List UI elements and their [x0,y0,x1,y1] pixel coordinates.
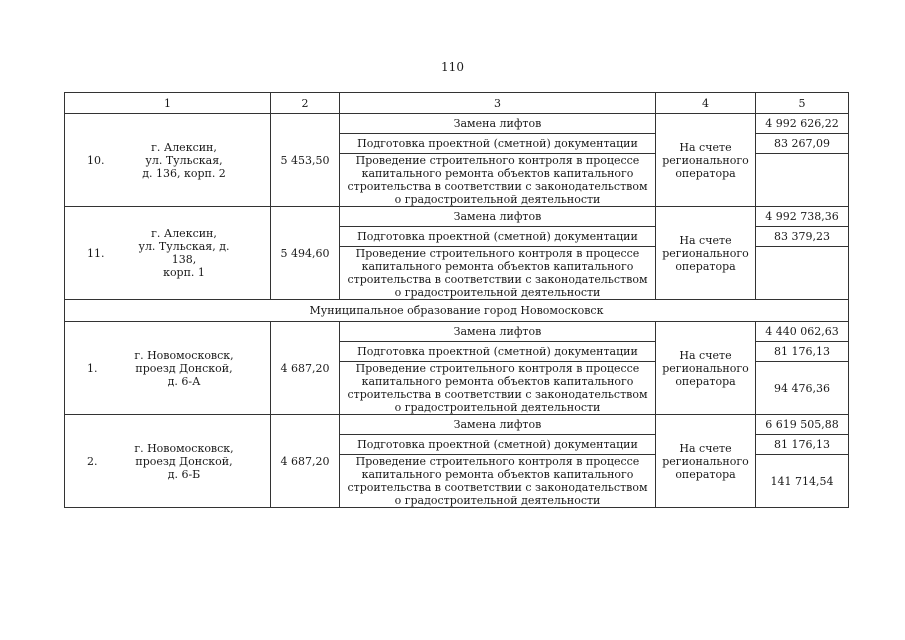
account-line: регионального [662,153,749,167]
work-cell: Подготовка проектной (сметной) документации [340,227,656,247]
amount-cell: 81 176,13 [756,435,849,455]
header-col-5: 5 [756,93,849,114]
address-line: ул. Тульская, д. 138, [138,240,230,266]
address-line: г. Алексин, [151,227,217,240]
address-line: проезд Донской, [135,361,233,375]
address-line: г. Новомосковск, [134,348,234,362]
amount-cell: 81 176,13 [756,342,849,362]
table-row [65,207,849,227]
section-row [65,300,849,322]
address-cell [65,322,271,415]
account-line: На счете [679,441,732,455]
work-cell: Замена лифтов [340,207,656,227]
work-cell: Подготовка проектной (сметной) документации [340,342,656,362]
address-line: проезд Донской, [135,454,233,468]
account-line: оператора [675,166,736,180]
capital-repair-table [64,92,849,508]
work-cell: Проведение строительного контроля в процессе капитального ремонта объектов капитального строительства в соответствии с законодательством о градостроительной деятельности [340,455,656,508]
account-line: оператора [675,374,736,388]
table-row [65,415,849,435]
page-number: 110 [441,60,464,74]
address-line: д. 6-Б [167,467,201,481]
amount-cell: 4 992 626,22 [756,114,849,134]
work-cell: Проведение строительного контроля в процессе капитального ремонта объектов капитального строительства в соответствии с законодательством о градостроительной деятельности [340,362,656,415]
account-cell [656,114,756,207]
header-col-4: 4 [656,93,756,114]
header-col-3: 3 [340,93,656,114]
account-line: На счете [679,233,732,247]
item-number: 2. [87,454,98,468]
item-number: 1. [87,361,98,375]
table-row [65,114,849,134]
header-row [65,93,849,114]
amount-cell: 94 476,36 [756,362,849,415]
account-cell [656,207,756,300]
area-cell: 5 453,50 [271,114,340,207]
account-line: регионального [662,454,749,468]
address-line: д. 136, корп. 2 [142,166,226,180]
account-cell [656,415,756,508]
address-line: ул. Тульская, [145,153,223,167]
account-line: На счете [679,140,732,154]
work-cell: Замена лифтов [340,415,656,435]
table-row [65,322,849,342]
address-cell [65,114,271,207]
header-col-2: 2 [271,93,340,114]
area-cell: 4 687,20 [271,415,340,508]
work-cell: Подготовка проектной (сметной) документации [340,134,656,154]
work-cell: Проведение строительного контроля в процессе капитального ремонта объектов капитального строительства в соответствии с законодательством о градостроительной деятельности [340,247,656,300]
amount-cell [756,154,849,207]
section-title: Муниципальное образование город Новомосковск [65,300,849,322]
work-cell: Замена лифтов [340,322,656,342]
account-line: оператора [675,467,736,481]
header-col-1: 1 [65,93,271,114]
amount-cell: 83 267,09 [756,134,849,154]
account-line: На счете [679,348,732,362]
account-line: регионального [662,361,749,375]
item-number: 10. [87,153,105,167]
address-cell [65,207,271,300]
address-line: г. Новомосковск, [134,441,234,455]
address-line: г. Алексин, [151,140,217,154]
address-line: корп. 1 [163,266,205,279]
amount-cell [756,247,849,300]
work-cell: Подготовка проектной (сметной) документации [340,435,656,455]
account-cell [656,322,756,415]
amount-cell: 83 379,23 [756,227,849,247]
account-line: оператора [675,259,736,273]
amount-cell: 6 619 505,88 [756,415,849,435]
work-cell: Замена лифтов [340,114,656,134]
address-cell [65,415,271,508]
address-line: д. 6-А [167,374,201,388]
amount-cell: 4 440 062,63 [756,322,849,342]
area-cell: 5 494,60 [271,207,340,300]
amount-cell: 4 992 738,36 [756,207,849,227]
amount-cell: 141 714,54 [756,455,849,508]
account-line: регионального [662,246,749,260]
area-cell: 4 687,20 [271,322,340,415]
work-cell: Проведение строительного контроля в процессе капитального ремонта объектов капитального строительства в соответствии с законодательством о градостроительной деятельности [340,154,656,207]
item-number: 11. [87,246,105,260]
